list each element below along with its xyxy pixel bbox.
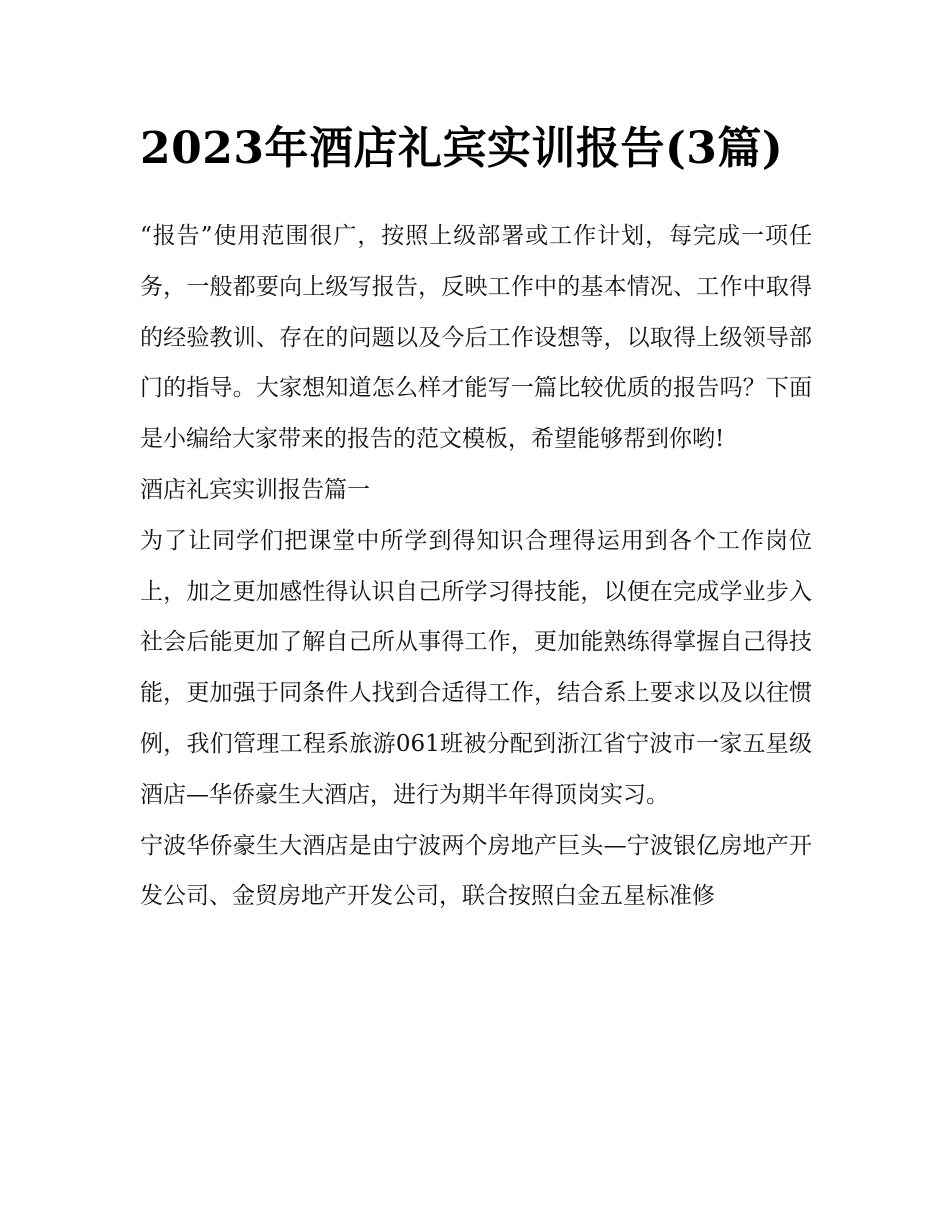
section-heading: 酒店礼宾实训报告篇一	[140, 476, 370, 503]
document-title: 2023年酒店礼宾实训报告(3篇)	[140, 123, 784, 174]
document-page	[140, 118, 812, 922]
document-body	[140, 211, 812, 922]
intro-paragraph: “报告”使用范围很广，按照上级部署或工作计划，每完成一项任务，一般都要向上级写报告，反映工作中的基本情况、工作中取得的经验教训、存在的问题以及今后工作设想等，以取得上级领导部门的指导。大家想知道怎么样才能写一篇比较优质的报告吗？下面是小编给大家带来的报告的范文模板，希望能够帮到你哟!	[140, 223, 812, 453]
body-paragraph: 为了让同学们把课堂中所学到得知识合理得运用到各个工作岗位上，加之更加感性得认识自己所学习得技能，以便在完成学业步入社会后能更加了解自己所从事得工作，更加能熟练得掌握自己得技能，更加强于同条件人找到合适得工作，结合系上要求以及以往惯例，我们管理工程系旅游061班被分配到浙江省宁波市一家五星级酒店—华侨豪生大酒店，进行为期半年得顶岗实习。	[140, 527, 812, 808]
body-paragraph: 宁波华侨豪生大酒店是由宁波两个房地产巨头—宁波银亿房地产开发公司、金贸房地产开发公司，联合按照白金五星标准修	[140, 832, 812, 910]
